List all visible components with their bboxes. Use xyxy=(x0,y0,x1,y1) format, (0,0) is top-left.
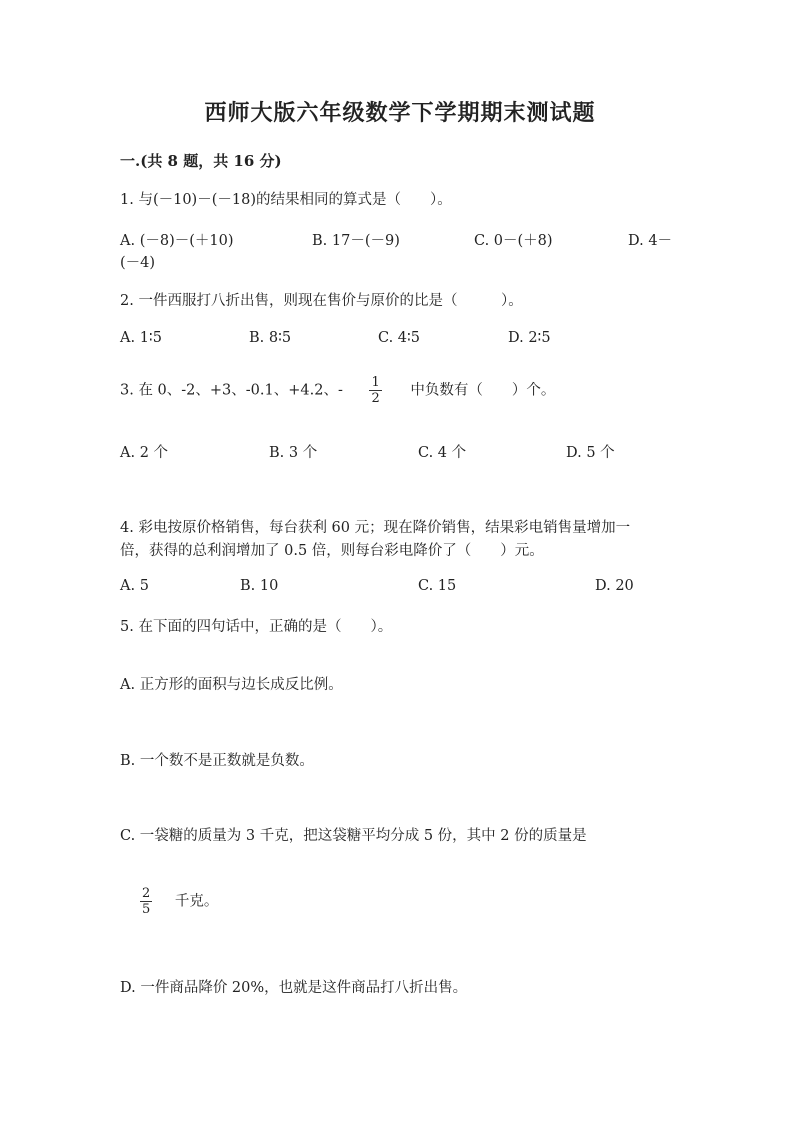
fraction-denominator: 5 xyxy=(142,902,151,917)
question-5-option-a: A. 正方形的面积与边长成反比例。 xyxy=(120,677,343,693)
question-1-option-a: A. (－8)－(＋10) xyxy=(120,233,234,249)
question-5-option-b: B. 一个数不是正数就是负数。 xyxy=(120,753,314,769)
question-3-stem-pre: 3. 在 0、-2、+3、-0.1、+4.2、- xyxy=(120,382,343,399)
question-3-stem-post: 中负数有（ ）个。 xyxy=(410,382,556,399)
question-4-option-b: B. 10 xyxy=(240,578,279,594)
question-5-option-c-cont xyxy=(140,886,218,917)
question-5-stem: 5. 在下面的四句话中，正确的是（ ）。 xyxy=(120,619,393,635)
question-2-option-a: A. 1∶5 xyxy=(120,330,162,346)
question-4-option-c: C. 15 xyxy=(418,578,457,594)
page-title: 西师大版六年级数学下学期期末测试题 xyxy=(204,100,596,126)
question-1-option-d: D. 4－ xyxy=(628,233,673,249)
fraction-denominator: 2 xyxy=(371,391,380,406)
question-1-option-d-cont: (－4) xyxy=(120,255,156,271)
question-4-option-a: A. 5 xyxy=(120,578,149,594)
section-heading: 一.(共 8 题，共 16 分) xyxy=(120,152,282,170)
question-3-option-b: B. 3 个 xyxy=(269,445,318,461)
question-3-fraction xyxy=(369,375,381,406)
question-3-stem xyxy=(120,375,555,406)
question-4-stem-line-2: 倍，获得的总利润增加了 0.5 倍，则每台彩电降价了（ ）元。 xyxy=(120,543,544,559)
question-4-stem-line-1: 4. 彩电按原价格销售，每台获利 60 元；现在降价销售，结果彩电销售量增加一 xyxy=(120,520,631,536)
question-5-fraction xyxy=(140,886,152,917)
question-5-option-c-unit: 千克。 xyxy=(174,893,219,910)
question-3-option-c: C. 4 个 xyxy=(418,445,467,461)
question-3-option-d: D. 5 个 xyxy=(566,445,615,461)
question-3-option-a: A. 2 个 xyxy=(120,445,169,461)
question-1-option-c: C. 0－(＋8) xyxy=(474,233,553,249)
question-2-stem: 2. 一件西服打八折出售，则现在售价与原价的比是（ ）。 xyxy=(120,293,523,309)
question-4-option-d: D. 20 xyxy=(595,578,634,594)
question-2-option-b: B. 8∶5 xyxy=(249,330,292,346)
question-1-option-b: B. 17－(－9) xyxy=(312,233,400,249)
question-2-option-c: C. 4∶5 xyxy=(378,330,421,346)
fraction-numerator: 1 xyxy=(371,375,380,390)
question-5-option-c: C. 一袋糖的质量为 3 千克，把这袋糖平均分成 5 份，其中 2 份的质量是 xyxy=(120,828,587,844)
question-1-stem: 1. 与(－10)－(－18)的结果相同的算式是（ ）。 xyxy=(120,192,452,208)
question-5-option-d: D. 一件商品降价 20%，也就是这件商品打八折出售。 xyxy=(120,980,468,996)
question-2-option-d: D. 2∶5 xyxy=(508,330,551,346)
fraction-numerator: 2 xyxy=(142,886,151,901)
